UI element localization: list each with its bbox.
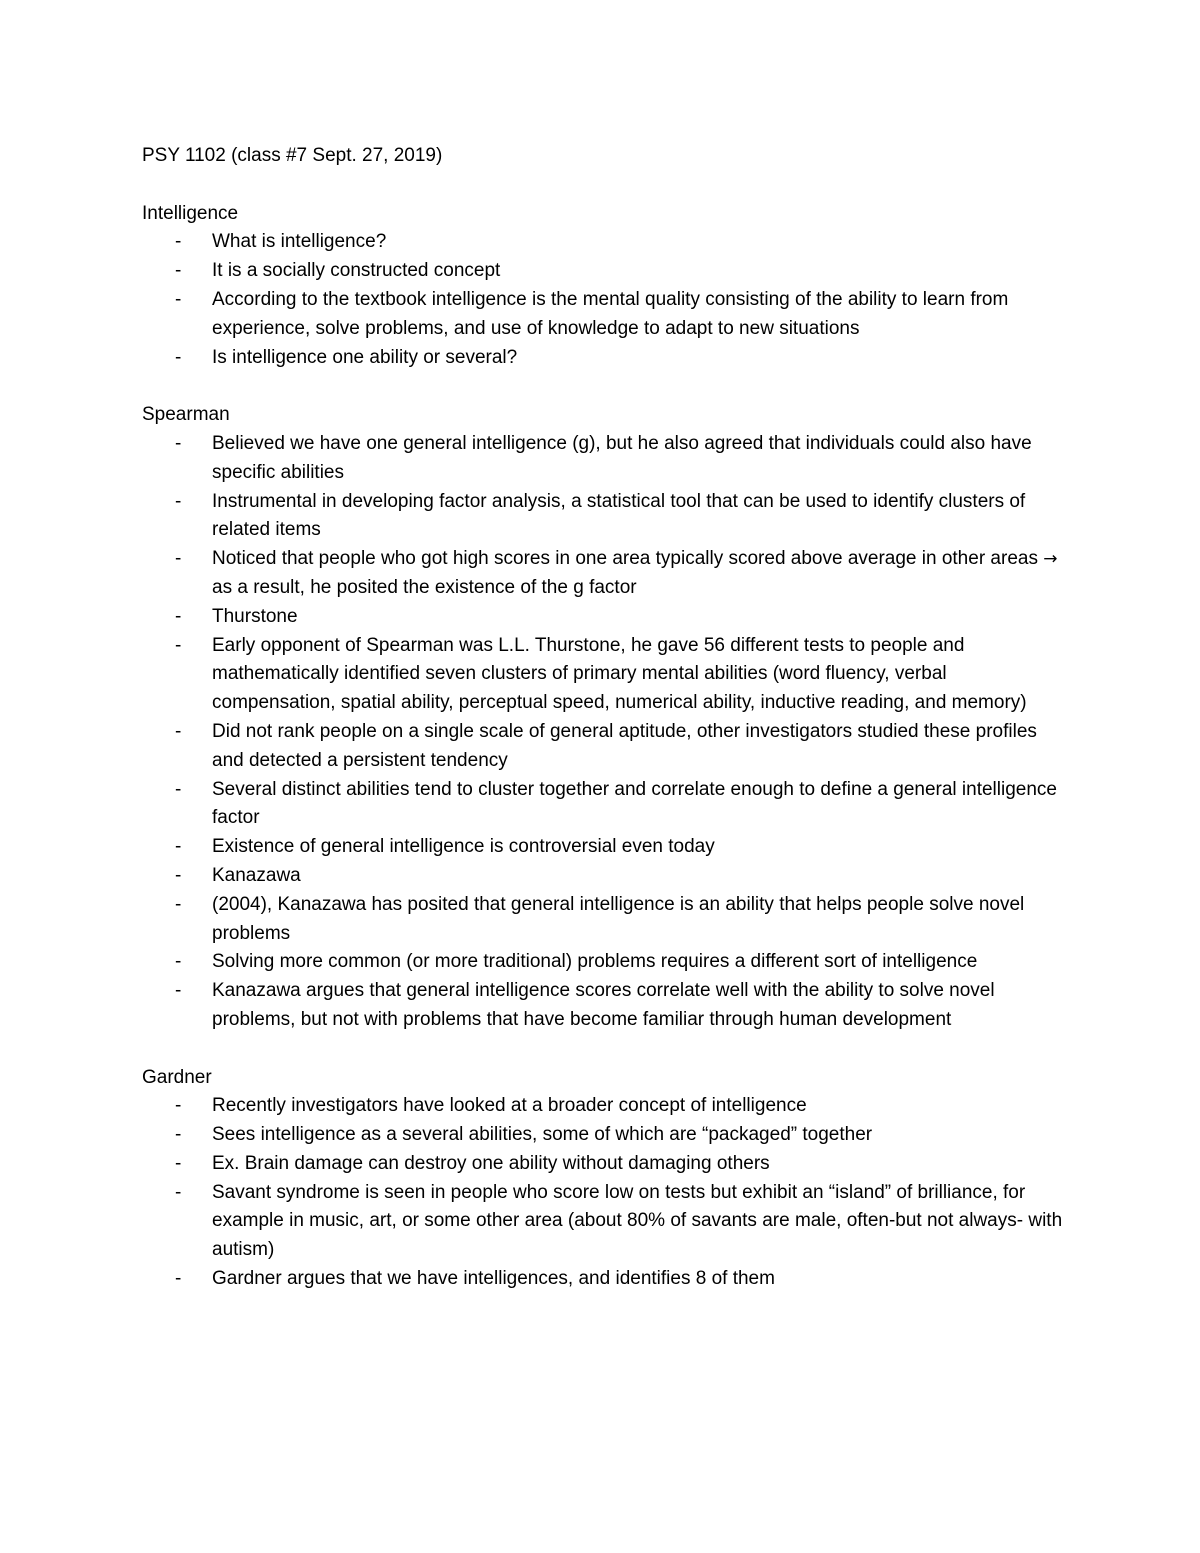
bullet-dash: - (175, 260, 182, 282)
list-item (142, 862, 1072, 891)
list-item-text: Ex. Brain damage can destroy one ability without damaging others (212, 1152, 770, 1174)
list-item (142, 891, 1072, 949)
document-body (142, 200, 1072, 1294)
list-item (142, 1121, 1072, 1150)
list-item (142, 977, 1072, 1035)
list-item (142, 545, 1072, 603)
list-item (142, 833, 1072, 862)
bullet-dash: - (175, 951, 182, 973)
list-item (142, 1150, 1072, 1179)
bullet-dash: - (175, 346, 182, 368)
document-page (142, 142, 1072, 1323)
bullet-dash: - (175, 980, 182, 1002)
bullet-dash: - (175, 1268, 182, 1290)
list-item-text: as a result, he posited the existence of the g factor (212, 576, 637, 598)
list-item-text: Solving more common (or more traditional) problems requires a different sort of intelligence (212, 951, 978, 973)
arrow-right-icon: → (1043, 549, 1058, 570)
list-item (142, 718, 1072, 776)
list-item (142, 257, 1072, 286)
bullet-dash: - (175, 778, 182, 800)
list-item-text: (2004), Kanazawa has posited that general intelligence is an ability that helps people solve novel problems (212, 893, 1025, 944)
bullet-dash: - (175, 893, 182, 915)
bullet-dash: - (175, 720, 182, 742)
list-item-text: Is intelligence one ability or several? (212, 346, 518, 368)
list-item-text: Believed we have one general intelligence (g), but he also agreed that individuals could also have specific abilities (212, 432, 1032, 483)
list-item-text: Noticed that people who got high scores in one area typically scored above average in other areas (212, 548, 1038, 570)
list-item-text: Several distinct abilities tend to cluster together and correlate enough to define a general intelligence factor (212, 778, 1057, 829)
bullet-dash: - (175, 634, 182, 656)
list-item-text: Gardner argues that we have intelligences, and identifies 8 of them (212, 1268, 775, 1290)
list-item-text: According to the textbook intelligence is the mental quality consisting of the ability to learn from experience, solve problems, and use of knowledge to adapt to new situations (212, 288, 1009, 339)
bullet-dash: - (175, 864, 182, 886)
list-item-text: Savant syndrome is seen in people who score low on tests but exhibit an “island” of brilliance, for example in music, art, or some other area (about 80% of savants are male, often-but not always- with autism) (212, 1181, 1063, 1261)
list-item (142, 286, 1072, 344)
bullet-dash: - (175, 1181, 182, 1203)
bullet-list (142, 228, 1072, 372)
list-item-text: Kanazawa (212, 864, 301, 886)
bullet-dash: - (175, 432, 182, 454)
list-item-text: Did not rank people on a single scale of general aptitude, other investigators studied these profiles and detected a persistent tendency (212, 720, 1037, 771)
list-item-text: Kanazawa argues that general intelligence scores correlate well with the ability to solve novel problems, but not with problems that have become familiar through human development (212, 980, 995, 1030)
list-item (142, 603, 1072, 632)
document-title: PSY 1102 (class #7 Sept. 27, 2019) (142, 145, 443, 166)
list-item-text: It is a socially constructed concept (212, 260, 501, 282)
list-item (142, 344, 1072, 373)
list-item-text: Early opponent of Spearman was L.L. Thurstone, he gave 56 different tests to people and mathematically identified seven clusters of primary mental abilities (word fluency, verbal compensation, spatial ability, perceptual speed, numerical ability, inductive reading, and memory) (212, 634, 1027, 714)
list-item-text: Existence of general intelligence is controversial even today (212, 836, 715, 858)
section-heading: Intelligence (142, 202, 239, 224)
list-item (142, 430, 1072, 488)
list-item (142, 1092, 1072, 1121)
bullet-dash: - (175, 548, 182, 570)
bullet-dash: - (175, 836, 182, 858)
list-item (142, 776, 1072, 834)
bullet-dash: - (175, 288, 182, 310)
list-item (142, 1179, 1072, 1265)
list-item-text: Sees intelligence as a several abilities, some of which are “packaged” together (212, 1124, 873, 1146)
list-item-text: What is intelligence? (212, 231, 387, 253)
list-item (142, 228, 1072, 257)
bullet-dash: - (175, 605, 182, 627)
list-item (142, 632, 1072, 718)
bullet-list (142, 1092, 1072, 1294)
section-heading: Gardner (142, 1066, 212, 1088)
section-heading: Spearman (142, 404, 230, 426)
section-spearman (142, 401, 1072, 1035)
section-intelligence (142, 200, 1072, 373)
list-item-text: Recently investigators have looked at a broader concept of intelligence (212, 1095, 807, 1117)
list-item (142, 1265, 1072, 1294)
bullet-dash: - (175, 1124, 182, 1146)
list-item (142, 948, 1072, 977)
bullet-dash: - (175, 490, 182, 512)
list-item-text: Thurstone (212, 605, 298, 627)
bullet-dash: - (175, 1095, 182, 1117)
bullet-list (142, 430, 1072, 1035)
bullet-dash: - (175, 1152, 182, 1174)
title-spacer (142, 171, 1072, 200)
list-item (142, 488, 1072, 546)
list-item-text: Instrumental in developing factor analysis, a statistical tool that can be used to identify clusters of related items (212, 490, 1026, 541)
section-gardner (142, 1064, 1072, 1294)
bullet-dash: - (175, 231, 182, 253)
